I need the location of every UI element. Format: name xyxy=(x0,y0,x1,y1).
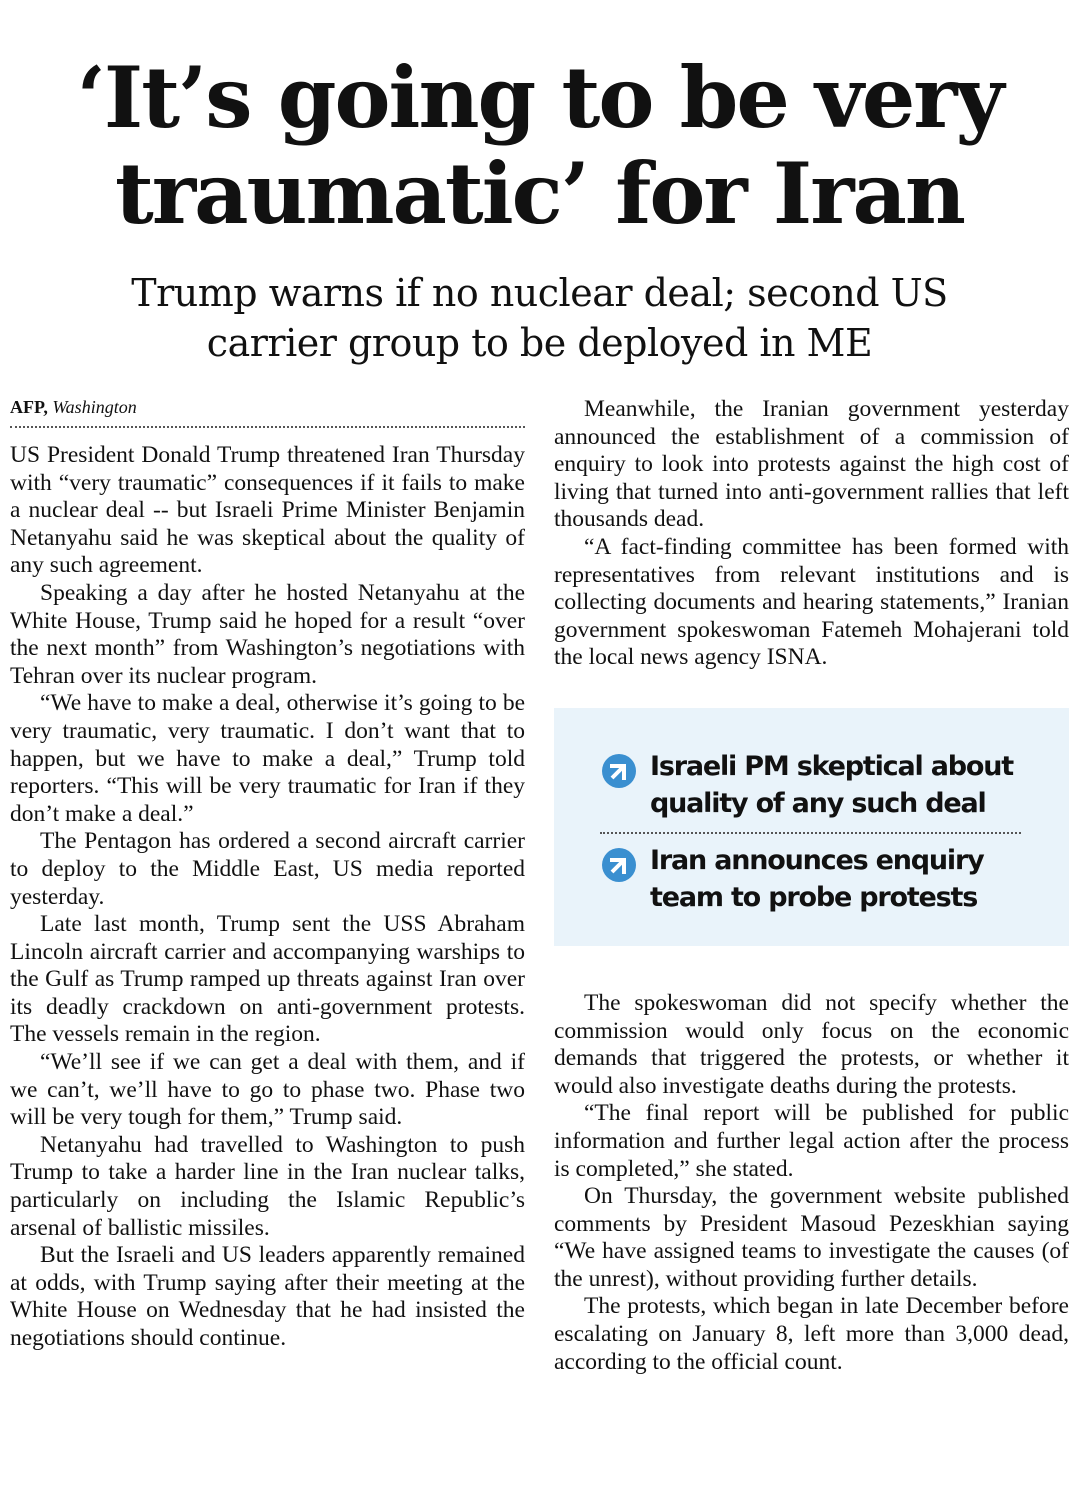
article-paragraph: Speaking a day after he hosted Netanyahu at the White House, Trump said he hoped for a result “over the next month” from Washington’s negotiations with Tehran over its nuclear program. xyxy=(10,579,525,689)
headline-line-1: ‘It’s going to be very xyxy=(76,48,1003,147)
arrow-circle-icon xyxy=(600,752,638,790)
article-paragraph: The protests, which began in late December before escalating on January 8, left more than 3,000 dead, according to the official count. xyxy=(554,1293,1069,1375)
highlight-text: Iran announces enquiry team to probe protests xyxy=(650,844,984,913)
subhead-line-1: Trump warns if no nuclear deal; second US xyxy=(131,271,948,315)
byline-agency: AFP, xyxy=(10,397,48,417)
highlight-item xyxy=(600,842,1021,916)
subheadline xyxy=(0,268,1079,368)
highlight-text: Israeli PM skeptical about quality of any such deal xyxy=(650,750,1013,819)
article-paragraph: US President Donald Trump threatened Iran Thursday with “very traumatic” consequences if it fails to make a nuclear deal -- but Israeli Prime Minister Benjamin Netanyahu said he was skeptical about the quality of any such agreement. xyxy=(10,442,525,579)
headline-line-2: traumatic’ for Iran xyxy=(115,144,964,243)
article-paragraph: “We have to make a deal, otherwise it’s going to be very traumatic, very traumatic. I don’t want that to happen, but we have to make a deal,” Trump told reporters. “This will be very traumatic for Iran if they don’t make a deal.” xyxy=(10,690,525,827)
article-paragraph: “A fact-finding committee has been formed with representatives from relevant institutions and is collecting documents and hearing statements,” Iranian government spokeswoman Fatemeh Mohajerani told the local news agency ISNA. xyxy=(554,533,1069,671)
article-paragraph: The spokeswoman did not specify whether the commission would only focus on the economic demands that triggered the protests, or whether it would also investigate deaths during the protests. xyxy=(554,989,1069,1099)
article-paragraph: Late last month, Trump sent the USS Abraham Lincoln aircraft carrier and accompanying warships to the Gulf as Trump ramped up threats against Iran over its deadly crackdown on anti-government protests. The vessels remain in the region. xyxy=(10,911,525,1048)
article-paragraph: Meanwhile, the Iranian government yesterday announced the establishment of a commission of enquiry to look into protests against the high cost of living that turned into anti-government rallies that left thousands dead. xyxy=(554,396,1069,533)
article-paragraph: But the Israeli and US leaders apparently remained at odds, with Trump saying after their meeting at the White House on Wednesday that he had insisted the negotiations should continue. xyxy=(10,1242,525,1351)
highlights-box xyxy=(554,708,1069,946)
article-paragraph: “We’ll see if we can get a deal with them, and if we can’t, we’ll have to go to phase two. Phase two will be very tough for them,” Trump said. xyxy=(10,1049,525,1131)
subhead-line-2: carrier group to be deployed in ME xyxy=(206,321,873,365)
arrow-circle-icon xyxy=(600,846,638,884)
highlight-item xyxy=(600,748,1021,822)
headline xyxy=(0,50,1079,242)
byline xyxy=(10,396,525,428)
article-paragraph: “The final report will be published for public information and further legal action after the process is completed,” she stated. xyxy=(554,1100,1069,1182)
highlight-divider xyxy=(600,832,1021,834)
right-column xyxy=(554,396,1069,1376)
article-paragraph: The Pentagon has ordered a second aircraft carrier to deploy to the Middle East, US media reported yesterday. xyxy=(10,828,525,910)
article-paragraph: Netanyahu had travelled to Washington to push Trump to take a harder line in the Iran nuclear talks, particularly on including the Islamic Republic’s arsenal of ballistic missiles. xyxy=(10,1131,525,1241)
left-column xyxy=(10,396,525,1353)
article-paragraph: On Thursday, the government website published comments by President Masoud Pezeskhian saying “We have assigned teams to investigate the causes (of the unrest), without providing further details. xyxy=(554,1183,1069,1292)
byline-dateline: Washington xyxy=(52,397,137,417)
